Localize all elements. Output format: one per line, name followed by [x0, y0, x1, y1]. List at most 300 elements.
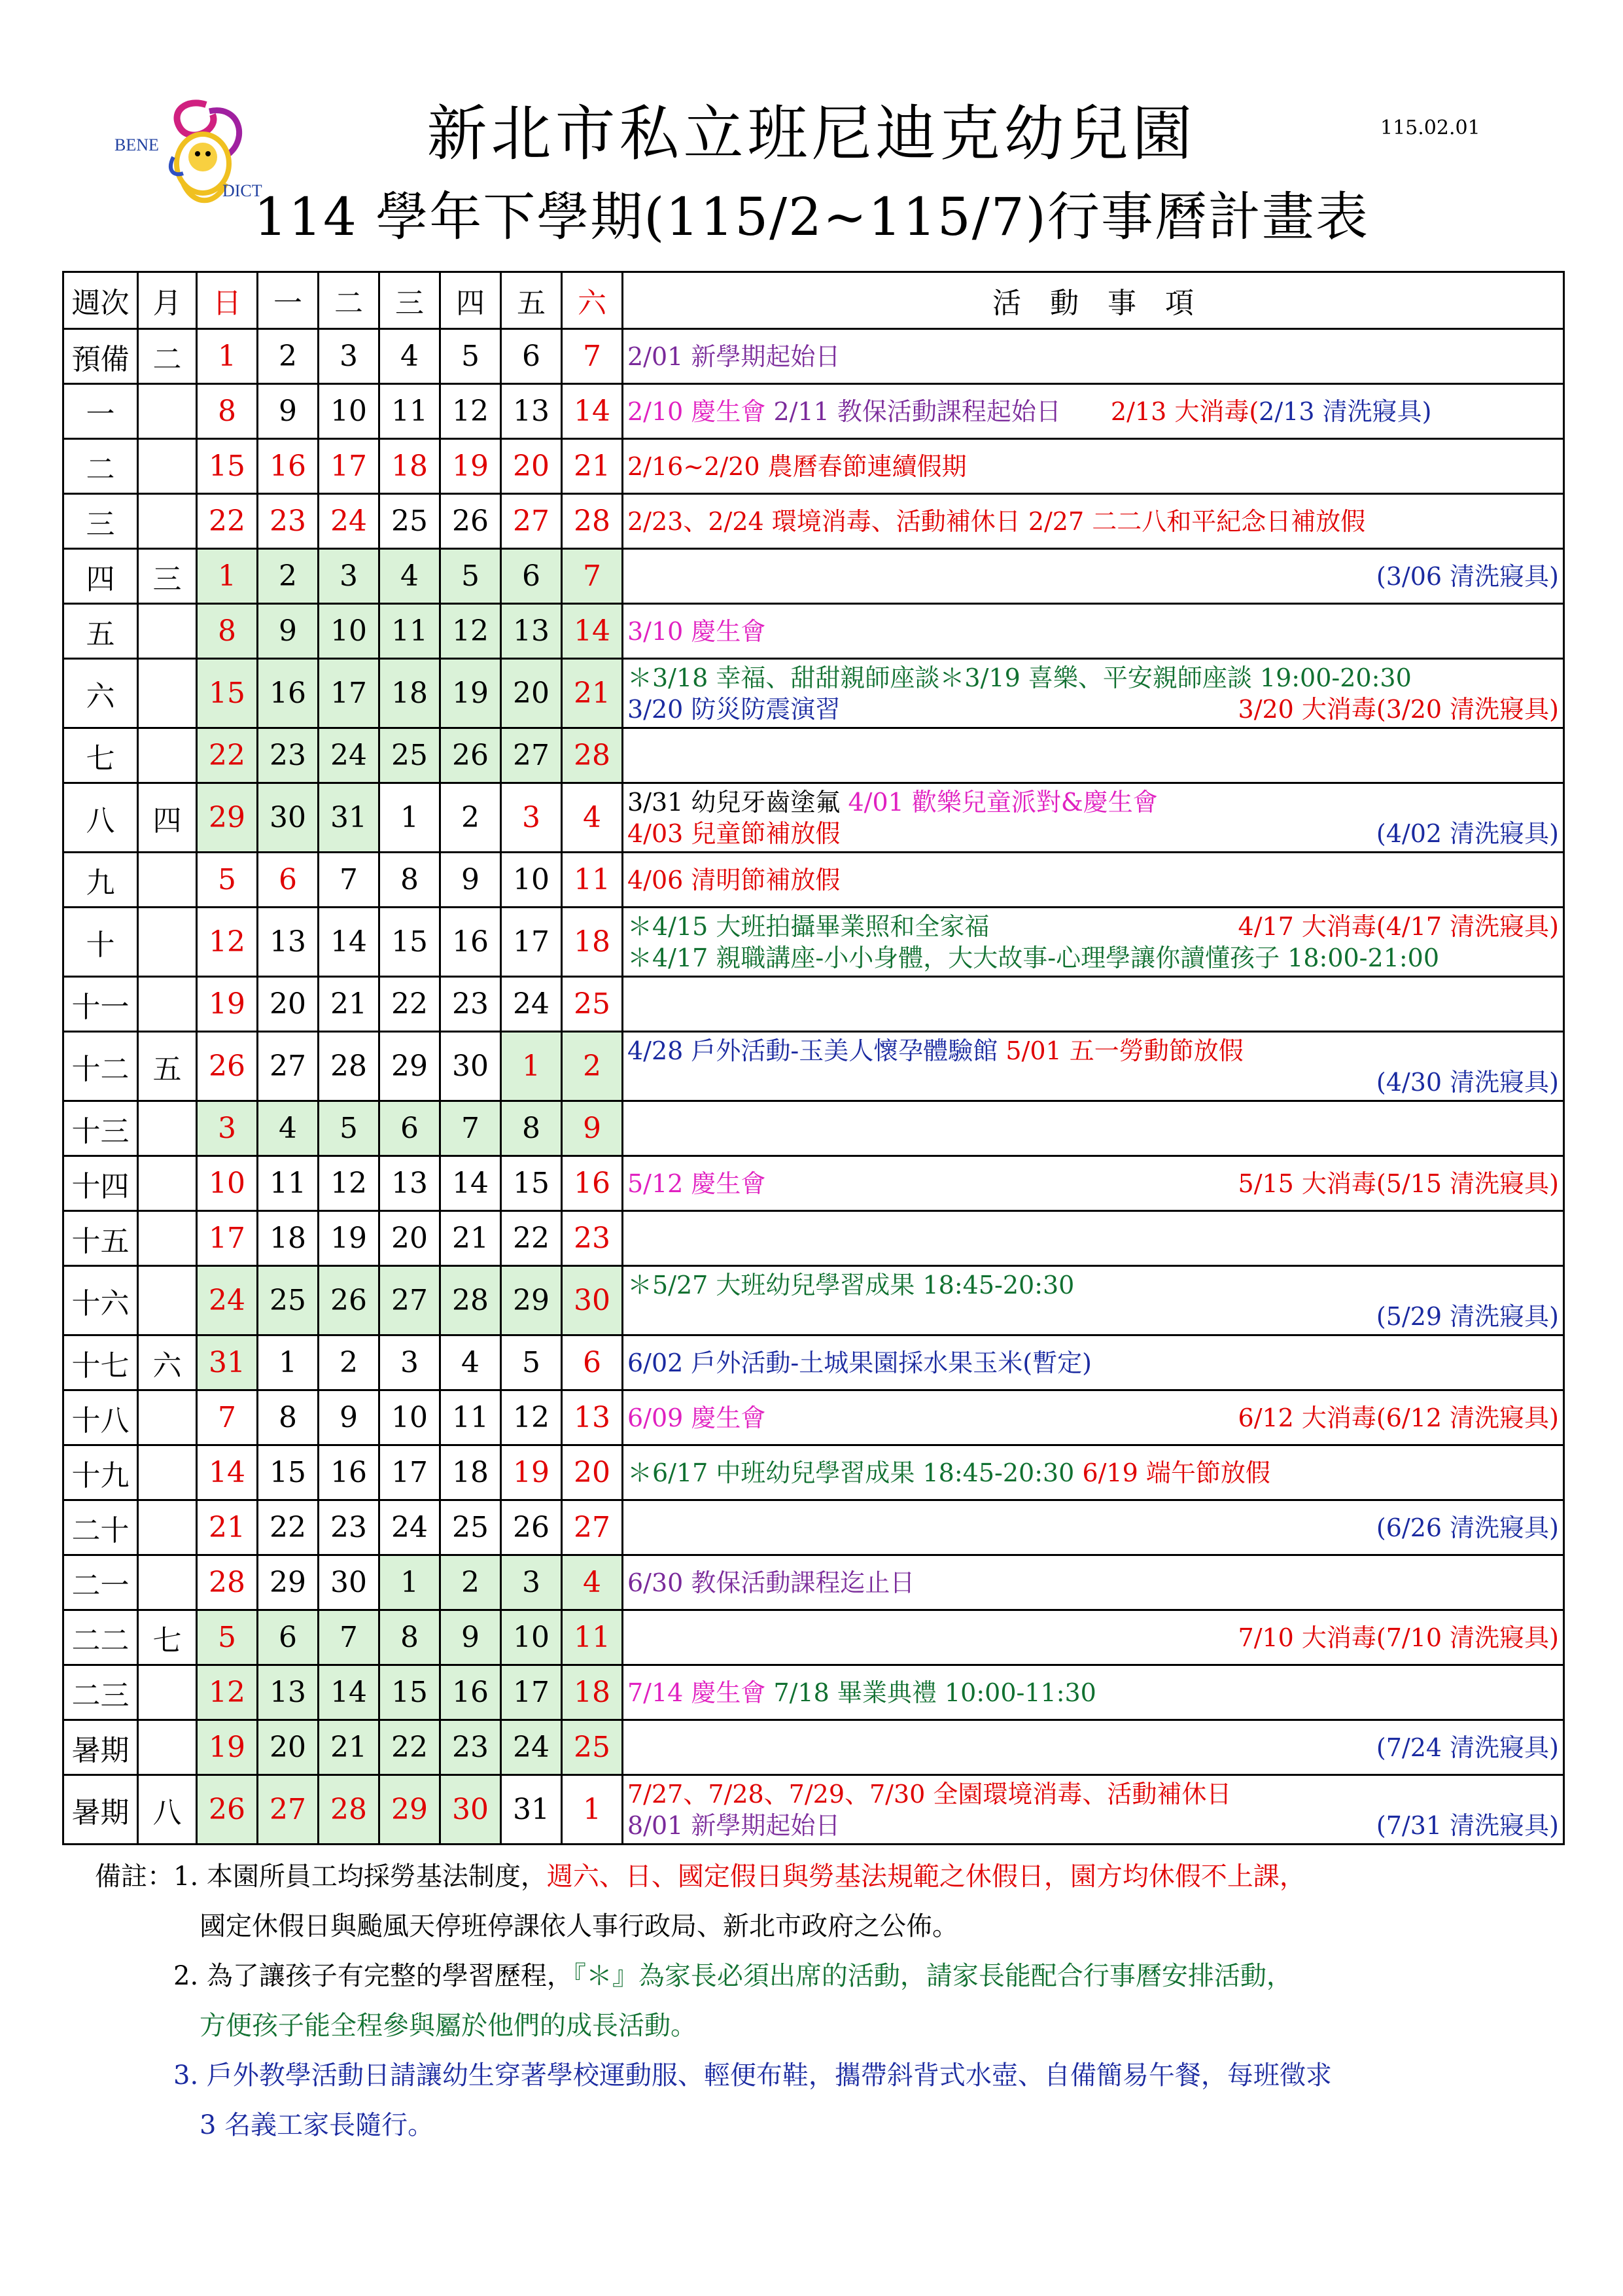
month-cell	[138, 1101, 197, 1156]
table-row	[63, 604, 1564, 659]
activity-text: 5/12 慶生會	[627, 1169, 766, 1198]
month-cell	[138, 1211, 197, 1266]
day-cell: 3	[501, 783, 562, 853]
header-activity: 活 動 事 項	[623, 272, 1564, 329]
day-cell: 2	[258, 549, 319, 604]
activity-line	[627, 911, 1559, 942]
activity-line	[627, 1778, 1559, 1810]
month-cell	[138, 439, 197, 494]
week-cell: 五	[63, 604, 138, 659]
table-row	[63, 439, 1564, 494]
activity-cell	[623, 728, 1564, 783]
week-cell: 十九	[63, 1445, 138, 1500]
note-text: 2. 為了讓孩子有完整的學習歷程，	[95, 1961, 573, 1991]
activity-text: 4/01 歡樂兒童派對&慶生會	[848, 787, 1158, 817]
day-cell: 25	[379, 494, 440, 549]
day-cell: 23	[440, 1720, 501, 1775]
day-cell: 6	[501, 549, 562, 604]
activity-text: 2/01 新學期起始日	[627, 342, 841, 371]
day-cell: 7	[562, 549, 623, 604]
day-cell: 3	[319, 329, 379, 384]
day-cell: 12	[501, 1390, 562, 1445]
activity-cell	[623, 384, 1564, 439]
week-cell: 十	[63, 908, 138, 977]
activity-cell	[623, 1610, 1564, 1665]
activity-text: 3/10 慶生會	[627, 616, 766, 646]
activity-text: 2/11 教保活動課程起始日	[773, 397, 1061, 426]
activity-cell	[623, 604, 1564, 659]
day-cell: 13	[501, 384, 562, 439]
day-cell: 4	[562, 783, 623, 853]
month-cell	[138, 1720, 197, 1775]
table-row	[63, 783, 1564, 853]
day-cell: 11	[258, 1156, 319, 1211]
note-text: 3 名義工家長隨行。	[95, 2110, 434, 2140]
day-cell: 19	[501, 1445, 562, 1500]
day-cell: 14	[197, 1445, 258, 1500]
activity-line	[627, 1457, 1559, 1489]
day-cell: 5	[197, 1610, 258, 1665]
day-cell: 25	[440, 1500, 501, 1555]
activity-text: 2/16~2/20 農曆春節連續假期	[627, 451, 967, 481]
day-cell: 31	[319, 783, 379, 853]
day-cell: 13	[501, 604, 562, 659]
day-cell: 25	[562, 1720, 623, 1775]
day-cell: 23	[319, 1500, 379, 1555]
day-cell: 1	[197, 549, 258, 604]
table-row	[63, 1335, 1564, 1390]
day-cell: 24	[501, 977, 562, 1032]
day-cell: 13	[379, 1156, 440, 1211]
activity-line	[627, 1035, 1559, 1067]
day-cell: 1	[258, 1335, 319, 1390]
table-row	[63, 1445, 1564, 1500]
activity-line	[627, 818, 1559, 849]
day-cell: 6	[379, 1101, 440, 1156]
header-thursday: 四	[440, 272, 501, 329]
activity-cell	[623, 1211, 1564, 1266]
day-cell: 17	[197, 1211, 258, 1266]
day-cell: 17	[501, 1665, 562, 1720]
activity-cell	[623, 1775, 1564, 1845]
month-cell	[138, 1390, 197, 1445]
day-cell: 26	[501, 1500, 562, 1555]
day-cell: 21	[319, 977, 379, 1032]
table-row	[63, 329, 1564, 384]
week-cell: 十七	[63, 1335, 138, 1390]
activity-line	[627, 1402, 1559, 1434]
day-cell: 19	[197, 977, 258, 1032]
month-cell: 五	[138, 1032, 197, 1101]
month-cell	[138, 1555, 197, 1610]
activity-text: 7/14 慶生會	[627, 1678, 774, 1707]
week-cell: 二二	[63, 1610, 138, 1665]
activity-text: ＊3/18 幸福、甜甜親師座談＊3/19 喜樂、平安親師座談 19:00-20:30	[627, 663, 1412, 692]
day-cell: 27	[258, 1032, 319, 1101]
table-row	[63, 1610, 1564, 1665]
page-title: 新北市私立班尼迪克幼兒園	[427, 99, 1196, 169]
day-cell: 20	[258, 977, 319, 1032]
activity-line	[627, 451, 1559, 482]
month-cell	[138, 604, 197, 659]
day-cell: 27	[379, 1266, 440, 1335]
month-cell: 二	[138, 329, 197, 384]
activity-text: 2/23、2/24 環境消毒、活動補休日 2/27 二二八和平紀念日補放假	[627, 506, 1366, 536]
note-line	[95, 1852, 1332, 1901]
day-cell: 21	[197, 1500, 258, 1555]
week-cell: 二一	[63, 1555, 138, 1610]
table-row	[63, 728, 1564, 783]
day-cell: 22	[379, 1720, 440, 1775]
page-subtitle: 114 學年下學期(115/2~115/7)行事曆計畫表	[254, 186, 1369, 247]
header-monday: 一	[258, 272, 319, 329]
notes-section	[95, 1852, 1332, 2150]
day-cell: 30	[440, 1032, 501, 1101]
day-cell: 16	[258, 439, 319, 494]
day-cell: 7	[319, 853, 379, 908]
activity-text: 5/15 大消毒(5/15 清洗寢具)	[1238, 1169, 1559, 1198]
day-cell: 5	[440, 549, 501, 604]
day-cell: 28	[197, 1555, 258, 1610]
table-row	[63, 384, 1564, 439]
day-cell: 16	[562, 1156, 623, 1211]
day-cell: 7	[440, 1101, 501, 1156]
activity-line	[627, 1168, 1559, 1199]
day-cell: 30	[319, 1555, 379, 1610]
day-cell: 10	[319, 384, 379, 439]
month-cell: 三	[138, 549, 197, 604]
day-cell: 26	[440, 494, 501, 549]
day-cell: 30	[440, 1775, 501, 1845]
day-cell: 25	[379, 728, 440, 783]
note-text: 『＊』為家長必須出席的活動，請家長能配合行事曆安排活動，	[572, 1961, 1293, 1991]
day-cell: 13	[258, 1665, 319, 1720]
day-cell: 19	[440, 439, 501, 494]
table-row	[63, 1032, 1564, 1101]
table-row	[63, 659, 1564, 728]
activity-text: (7/31 清洗寢具)	[1376, 1810, 1559, 1840]
day-cell: 19	[440, 659, 501, 728]
week-cell: 十八	[63, 1390, 138, 1445]
day-cell: 3	[501, 1555, 562, 1610]
week-cell: 九	[63, 853, 138, 908]
day-cell: 14	[562, 604, 623, 659]
day-cell: 29	[197, 783, 258, 853]
activity-cell	[623, 1266, 1564, 1335]
activity-cell	[623, 1032, 1564, 1101]
day-cell: 6	[562, 1335, 623, 1390]
day-cell: 21	[562, 659, 623, 728]
note-text	[95, 2011, 200, 2041]
day-cell: 15	[258, 1445, 319, 1500]
day-cell: 8	[258, 1390, 319, 1445]
table-row	[63, 1211, 1564, 1266]
activity-text: 4/06 清明節補放假	[627, 865, 841, 894]
day-cell: 29	[501, 1266, 562, 1335]
day-cell: 29	[258, 1555, 319, 1610]
header-week: 週次	[63, 272, 138, 329]
day-cell: 1	[501, 1032, 562, 1101]
activity-line	[627, 1067, 1559, 1098]
activity-line	[627, 561, 1559, 592]
month-cell: 六	[138, 1335, 197, 1390]
day-cell: 1	[379, 783, 440, 853]
activity-text: 2/10 慶生會	[627, 397, 774, 426]
month-cell	[138, 1665, 197, 1720]
activity-text: 4/28 戶外活動-玉美人懷孕體驗館	[627, 1036, 1006, 1065]
day-cell: 22	[501, 1211, 562, 1266]
day-cell: 10	[379, 1390, 440, 1445]
activity-text: 6/09 慶生會	[627, 1403, 766, 1432]
week-cell: 一	[63, 384, 138, 439]
day-cell: 28	[440, 1266, 501, 1335]
day-cell: 2	[440, 783, 501, 853]
day-cell: 18	[379, 659, 440, 728]
activity-cell	[623, 908, 1564, 977]
day-cell: 26	[319, 1266, 379, 1335]
day-cell: 27	[501, 494, 562, 549]
activity-cell	[623, 439, 1564, 494]
month-cell	[138, 853, 197, 908]
day-cell: 28	[319, 1775, 379, 1845]
day-cell: 27	[562, 1500, 623, 1555]
day-cell: 9	[440, 1610, 501, 1665]
activity-text: (7/24 清洗寢具)	[1376, 1733, 1559, 1762]
day-cell: 15	[379, 908, 440, 977]
day-cell: 3	[319, 549, 379, 604]
day-cell: 9	[258, 604, 319, 659]
day-cell: 5	[440, 329, 501, 384]
note-text: 備註：1. 本園所員工均採勞基法制度，	[95, 1862, 547, 1892]
day-cell: 16	[258, 659, 319, 728]
day-cell: 2	[440, 1555, 501, 1610]
month-cell: 四	[138, 783, 197, 853]
day-cell: 9	[319, 1390, 379, 1445]
week-cell: 十四	[63, 1156, 138, 1211]
day-cell: 16	[440, 908, 501, 977]
activity-cell	[623, 659, 1564, 728]
activity-cell	[623, 1156, 1564, 1211]
activity-text: 2/13 大消毒(	[1060, 397, 1259, 426]
month-cell: 八	[138, 1775, 197, 1845]
month-cell: 七	[138, 1610, 197, 1665]
day-cell: 6	[501, 329, 562, 384]
week-cell: 七	[63, 728, 138, 783]
activity-line	[627, 1567, 1559, 1598]
day-cell: 11	[562, 853, 623, 908]
day-cell: 2	[258, 329, 319, 384]
day-cell: 11	[440, 1390, 501, 1445]
month-cell	[138, 1156, 197, 1211]
day-cell: 3	[379, 1335, 440, 1390]
calendar-body	[63, 329, 1564, 1845]
day-cell: 6	[258, 1610, 319, 1665]
week-cell: 預備	[63, 329, 138, 384]
table-row	[63, 1266, 1564, 1335]
activity-text: (4/30 清洗寢具)	[1376, 1067, 1559, 1097]
day-cell: 14	[440, 1156, 501, 1211]
day-cell: 16	[440, 1665, 501, 1720]
day-cell: 15	[379, 1665, 440, 1720]
day-cell: 27	[501, 728, 562, 783]
day-cell: 20	[379, 1211, 440, 1266]
day-cell: 8	[197, 604, 258, 659]
note-line	[95, 1901, 1332, 1951]
activity-line	[627, 942, 1559, 974]
day-cell: 29	[379, 1032, 440, 1101]
activity-text: 2/13 清洗寢具)	[1259, 397, 1432, 426]
day-cell: 3	[197, 1101, 258, 1156]
week-cell: 十三	[63, 1101, 138, 1156]
document-date: 115.02.01	[1380, 116, 1480, 139]
week-cell: 八	[63, 783, 138, 853]
day-cell: 26	[197, 1775, 258, 1845]
activity-line	[627, 662, 1559, 694]
table-row	[63, 1101, 1564, 1156]
activity-cell	[623, 494, 1564, 549]
activity-text: 7/27、7/28、7/29、7/30 全園環境消毒、活動補休日	[627, 1779, 1232, 1809]
day-cell: 4	[379, 329, 440, 384]
day-cell: 13	[562, 1390, 623, 1445]
week-cell: 十五	[63, 1211, 138, 1266]
week-cell: 三	[63, 494, 138, 549]
day-cell: 28	[562, 728, 623, 783]
month-cell	[138, 1500, 197, 1555]
day-cell: 9	[562, 1101, 623, 1156]
month-cell	[138, 494, 197, 549]
activity-text: ＊6/17 中班幼兒學習成果 18:45-20:30	[627, 1458, 1083, 1487]
activity-text: 3/31 幼兒牙齒塗氟	[627, 787, 848, 817]
day-cell: 8	[197, 384, 258, 439]
day-cell: 4	[379, 549, 440, 604]
week-cell: 暑期	[63, 1775, 138, 1845]
activity-line	[627, 1677, 1559, 1708]
table-row	[63, 1720, 1564, 1775]
day-cell: 15	[197, 439, 258, 494]
header-tuesday: 二	[319, 272, 379, 329]
day-cell: 18	[258, 1211, 319, 1266]
day-cell: 26	[440, 728, 501, 783]
day-cell: 27	[258, 1775, 319, 1845]
week-cell: 十六	[63, 1266, 138, 1335]
activity-line	[627, 1810, 1559, 1841]
day-cell: 12	[440, 384, 501, 439]
header-month: 月	[138, 272, 197, 329]
day-cell: 5	[501, 1335, 562, 1390]
day-cell: 16	[319, 1445, 379, 1500]
table-row	[63, 1500, 1564, 1555]
day-cell: 1	[197, 329, 258, 384]
day-cell: 23	[562, 1211, 623, 1266]
header-friday: 五	[501, 272, 562, 329]
day-cell: 26	[197, 1032, 258, 1101]
activity-text: 4/03 兒童節補放假	[627, 819, 841, 848]
day-cell: 11	[562, 1610, 623, 1665]
day-cell: 9	[258, 384, 319, 439]
table-row	[63, 908, 1564, 977]
table-row	[63, 853, 1564, 908]
day-cell: 25	[562, 977, 623, 1032]
day-cell: 1	[379, 1555, 440, 1610]
day-cell: 24	[197, 1266, 258, 1335]
day-cell: 17	[319, 659, 379, 728]
day-cell: 22	[258, 1500, 319, 1555]
day-cell: 2	[562, 1032, 623, 1101]
activity-text: 6/12 大消毒(6/12 清洗寢具)	[1238, 1403, 1559, 1432]
day-cell: 30	[562, 1266, 623, 1335]
table-row	[63, 1665, 1564, 1720]
day-cell: 28	[562, 494, 623, 549]
activity-line	[627, 506, 1559, 537]
table-row	[63, 1775, 1564, 1845]
day-cell: 10	[319, 604, 379, 659]
activity-cell	[623, 783, 1564, 853]
day-cell: 7	[197, 1390, 258, 1445]
note-line	[95, 1951, 1332, 2001]
month-cell	[138, 977, 197, 1032]
activity-text: 4/17 大消毒(4/17 清洗寢具)	[1238, 911, 1559, 941]
note-line	[95, 2100, 1332, 2150]
header-saturday: 六	[562, 272, 623, 329]
activity-cell	[623, 1335, 1564, 1390]
day-cell: 6	[258, 853, 319, 908]
day-cell: 22	[379, 977, 440, 1032]
note-line	[95, 2001, 1332, 2051]
activity-line	[627, 341, 1559, 372]
activity-text: 6/02 戶外活動-土城果園採水果玉米(暫定)	[627, 1348, 1092, 1377]
day-cell: 5	[197, 853, 258, 908]
day-cell: 20	[501, 439, 562, 494]
table-row	[63, 1555, 1564, 1610]
day-cell: 9	[440, 853, 501, 908]
activity-line	[627, 1732, 1559, 1763]
note-text: 國定休假日與颱風天停班停課依人事行政局、新北市政府之公佈。	[95, 1911, 958, 1941]
day-cell: 8	[379, 1610, 440, 1665]
note-text: 3. 戶外教學活動日請讓幼生穿著學校運動服、輕便布鞋，攜帶斜背式水壺、自備簡易午餐，每班徵求	[95, 2060, 1332, 2091]
activity-cell	[623, 549, 1564, 604]
day-cell: 18	[562, 908, 623, 977]
month-cell	[138, 908, 197, 977]
day-cell: 30	[258, 783, 319, 853]
day-cell: 24	[501, 1720, 562, 1775]
table-header-row	[63, 272, 1564, 329]
day-cell: 11	[379, 384, 440, 439]
activity-line	[627, 1269, 1559, 1301]
activity-line	[627, 396, 1559, 427]
day-cell: 21	[562, 439, 623, 494]
activity-text: 6/19 端午節放假	[1082, 1458, 1270, 1487]
week-cell: 二	[63, 439, 138, 494]
table-row	[63, 1156, 1564, 1211]
activity-text: ＊5/27 大班幼兒學習成果 18:45-20:30	[627, 1270, 1075, 1299]
day-cell: 14	[319, 1665, 379, 1720]
day-cell: 12	[319, 1156, 379, 1211]
activity-cell	[623, 977, 1564, 1032]
day-cell: 20	[562, 1445, 623, 1500]
activity-cell	[623, 1101, 1564, 1156]
note-text: 週六、日、國定假日與勞基法規範之休假日，園方均休假不上課，	[546, 1862, 1306, 1892]
week-cell: 二三	[63, 1665, 138, 1720]
table-row	[63, 549, 1564, 604]
activity-text: 3/20 大消毒(3/20 清洗寢具)	[1238, 694, 1559, 724]
day-cell: 22	[197, 728, 258, 783]
day-cell: 21	[440, 1211, 501, 1266]
table-row	[63, 1390, 1564, 1445]
day-cell: 8	[379, 853, 440, 908]
activity-cell	[623, 1390, 1564, 1445]
day-cell: 1	[562, 1775, 623, 1845]
day-cell: 31	[501, 1775, 562, 1845]
